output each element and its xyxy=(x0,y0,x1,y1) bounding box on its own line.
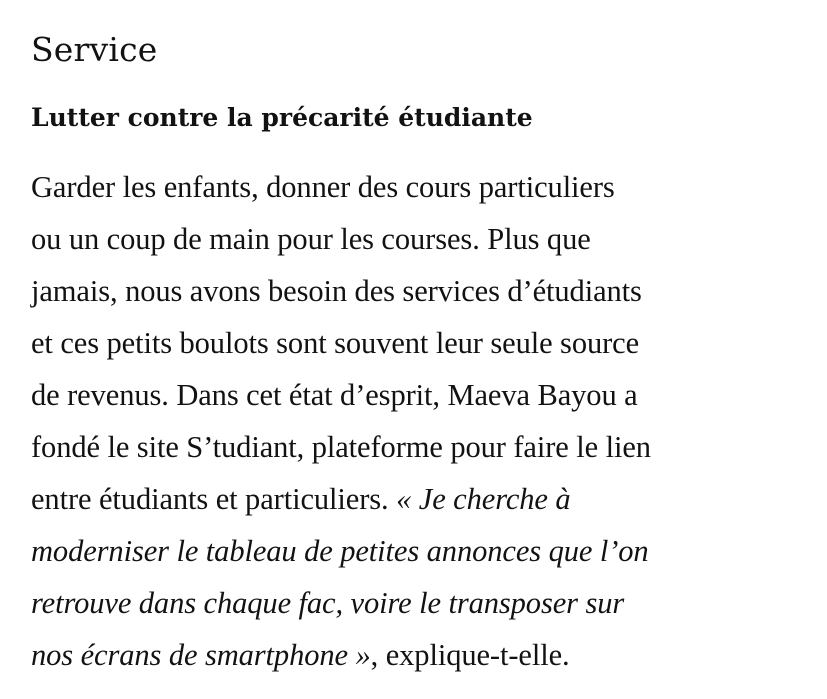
body-text: de revenus. Dans cet état d’esprit, Maeva Bayou a xyxy=(31,378,638,412)
article-body xyxy=(31,161,801,681)
body-text: , explique-t-elle. xyxy=(370,638,570,672)
quote-text: nos écrans de smartphone » xyxy=(31,638,371,672)
body-line xyxy=(31,265,801,317)
quote-text: retrouve dans chaque fac, voire le transposer sur xyxy=(31,586,625,620)
article xyxy=(31,26,801,681)
body-line xyxy=(31,629,801,681)
body-text: Garder les enfants, donner des cours particuliers xyxy=(31,170,615,204)
section-title: Service xyxy=(31,30,158,69)
body-line xyxy=(31,525,801,577)
quote-text: « Je cherche à xyxy=(396,482,571,516)
body-text: jamais, nous avons besoin des services d’étudiants xyxy=(31,274,642,308)
body-line xyxy=(31,161,801,213)
quote-text: moderniser le tableau de petites annonces que l’on xyxy=(31,534,649,568)
body-line xyxy=(31,577,801,629)
body-line xyxy=(31,473,801,525)
body-line xyxy=(31,317,801,369)
body-text: entre étudiants et particuliers. xyxy=(31,482,397,516)
body-text: et ces petits boulots sont souvent leur seule source xyxy=(31,326,640,360)
body-text: ou un coup de main pour les courses. Plus que xyxy=(31,222,591,256)
body-line xyxy=(31,421,801,473)
article-headline: Lutter contre la précarité étudiante xyxy=(31,103,533,132)
body-line xyxy=(31,369,801,421)
body-line xyxy=(31,213,801,265)
body-text: fondé le site S’tudiant, plateforme pour faire le lien xyxy=(31,430,651,464)
